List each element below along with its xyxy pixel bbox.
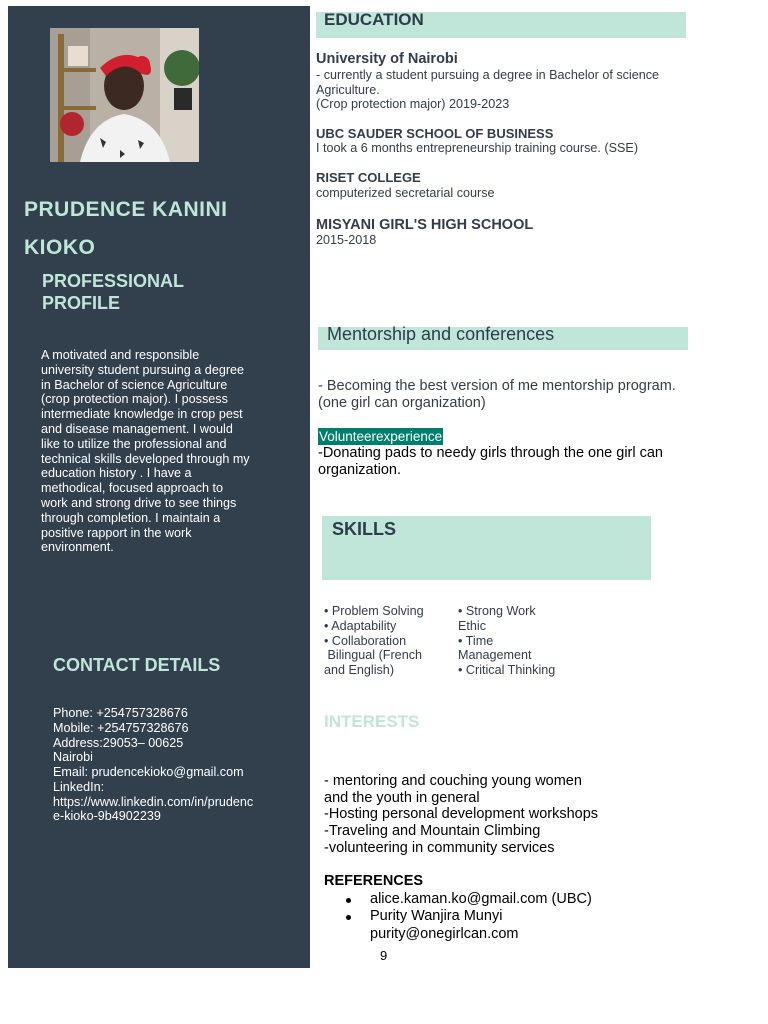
profile-photo: [50, 28, 199, 162]
profile-text: [41, 348, 277, 555]
interest-line: and the youth in general: [324, 790, 480, 806]
references-heading: REFERENCES: [324, 873, 424, 889]
profile-line: positive rapport in the work: [41, 525, 192, 540]
education-school-2: UBC SAUDER SCHOOL OF BUSINESS: [316, 126, 554, 141]
education-heading: EDUCATION: [324, 10, 424, 29]
profile-line: A motivated and responsible: [41, 348, 200, 362]
skill-item: Management: [458, 648, 532, 662]
page-number: 9: [380, 948, 388, 963]
profile-line: environment.: [41, 540, 114, 555]
interest-line: -volunteering in community services: [324, 840, 555, 856]
contact-city: Nairobi: [53, 750, 93, 764]
mentorship-line: - Becoming the best version of me mentorship program.: [318, 378, 676, 394]
volunteer-line: -Donating pads to needy girls through the one girl can: [318, 445, 663, 461]
skill-item: and English): [324, 663, 395, 677]
skills-heading: SKILLS: [332, 519, 397, 539]
contact-email: Email: prudencekioko@gmail.com: [53, 765, 244, 779]
profile-line: and disease management. I would: [41, 421, 233, 436]
interest-line: -Traveling and Mountain Climbing: [324, 823, 541, 839]
education-detail: 2015-2018: [316, 233, 377, 247]
profile-line: through completion. I maintain a: [41, 510, 221, 525]
contact-phone: Phone: +254757328676: [53, 706, 188, 720]
skill-item: • Time: [458, 634, 494, 648]
profile-line: university student pursuing a degree: [41, 362, 245, 377]
mentorship-line: (one girl can organization): [318, 395, 486, 411]
profile-line: intermediate knowledge in crop pest: [41, 407, 243, 422]
profile-line: in Bachelor of science Agriculture: [41, 377, 228, 392]
profile-photo-image: [50, 28, 199, 162]
contact-linkedin-url: https://www.linkedin.com/in/prudenc: [53, 795, 254, 809]
skill-item: Bilingual (French: [324, 648, 422, 662]
contact-address: Address:29053– 00625: [53, 736, 184, 750]
bullet-icon: [346, 898, 351, 903]
volunteer-line: organization.: [318, 462, 402, 478]
profile-line: methodical, focused approach to: [41, 481, 224, 496]
profile-line: work and strong drive to see things: [41, 495, 237, 510]
education-detail: Agriculture.: [316, 83, 380, 97]
reference-item: Purity Wanjira Munyi: [370, 908, 503, 924]
skill-item: • Adaptability: [324, 619, 397, 633]
education-detail: I took a 6 months entrepreneurship training course. (SSE): [316, 141, 639, 155]
education-school-1: University of Nairobi: [316, 51, 458, 67]
profile-line: (crop protection major). I possess: [41, 392, 228, 407]
candidate-name-first: PRUDENCE KANINI: [24, 198, 228, 221]
profile-line: like to utilize the professional and: [41, 436, 227, 451]
skill-item: • Problem Solving: [324, 604, 424, 618]
profile-line: education history . I have a: [41, 466, 192, 481]
profile-heading-line1: PROFESSIONAL: [42, 271, 185, 291]
reference-item: alice.kaman.ko@gmail.com (UBC): [370, 891, 592, 907]
contact-linkedin-url-cont: e-kioko-9b4902239: [53, 809, 161, 823]
education-detail: - currently a student pursuing a degree in Bachelor of science: [316, 68, 660, 82]
profile-heading: [42, 270, 184, 314]
bullet-icon: [346, 915, 351, 920]
contact-heading: CONTACT DETAILS: [53, 655, 221, 675]
reference-item: purity@onegirlcan.com: [370, 926, 519, 942]
education-detail: computerized secretarial course: [316, 186, 495, 200]
education-school-4: MISYANI GIRL'S HIGH SCHOOL: [316, 217, 534, 233]
profile-line: technical skills developed through my: [41, 451, 250, 466]
education-school-3: RISET COLLEGE: [316, 170, 421, 185]
mentorship-heading: Mentorship and conferences: [327, 324, 555, 344]
candidate-name-last: KIOKO: [24, 236, 96, 259]
interest-line: - mentoring and couching young women: [324, 773, 582, 789]
interests-heading: INTERESTS: [324, 712, 420, 731]
contact-mobile: Mobile: +254757328676: [53, 721, 189, 735]
volunteer-label: Volunteerexperience: [319, 429, 443, 444]
skill-item: Ethic: [458, 619, 486, 633]
interest-line: -Hosting personal development workshops: [324, 806, 599, 822]
contact-linkedin-label: LinkedIn:: [53, 780, 105, 794]
skill-item: • Collaboration: [324, 634, 407, 648]
education-detail: (Crop protection major) 2019-2023: [316, 97, 510, 111]
profile-heading-line2: PROFILE: [42, 293, 121, 313]
skill-item: • Strong Work: [458, 604, 536, 618]
skill-item: • Critical Thinking: [458, 663, 556, 677]
